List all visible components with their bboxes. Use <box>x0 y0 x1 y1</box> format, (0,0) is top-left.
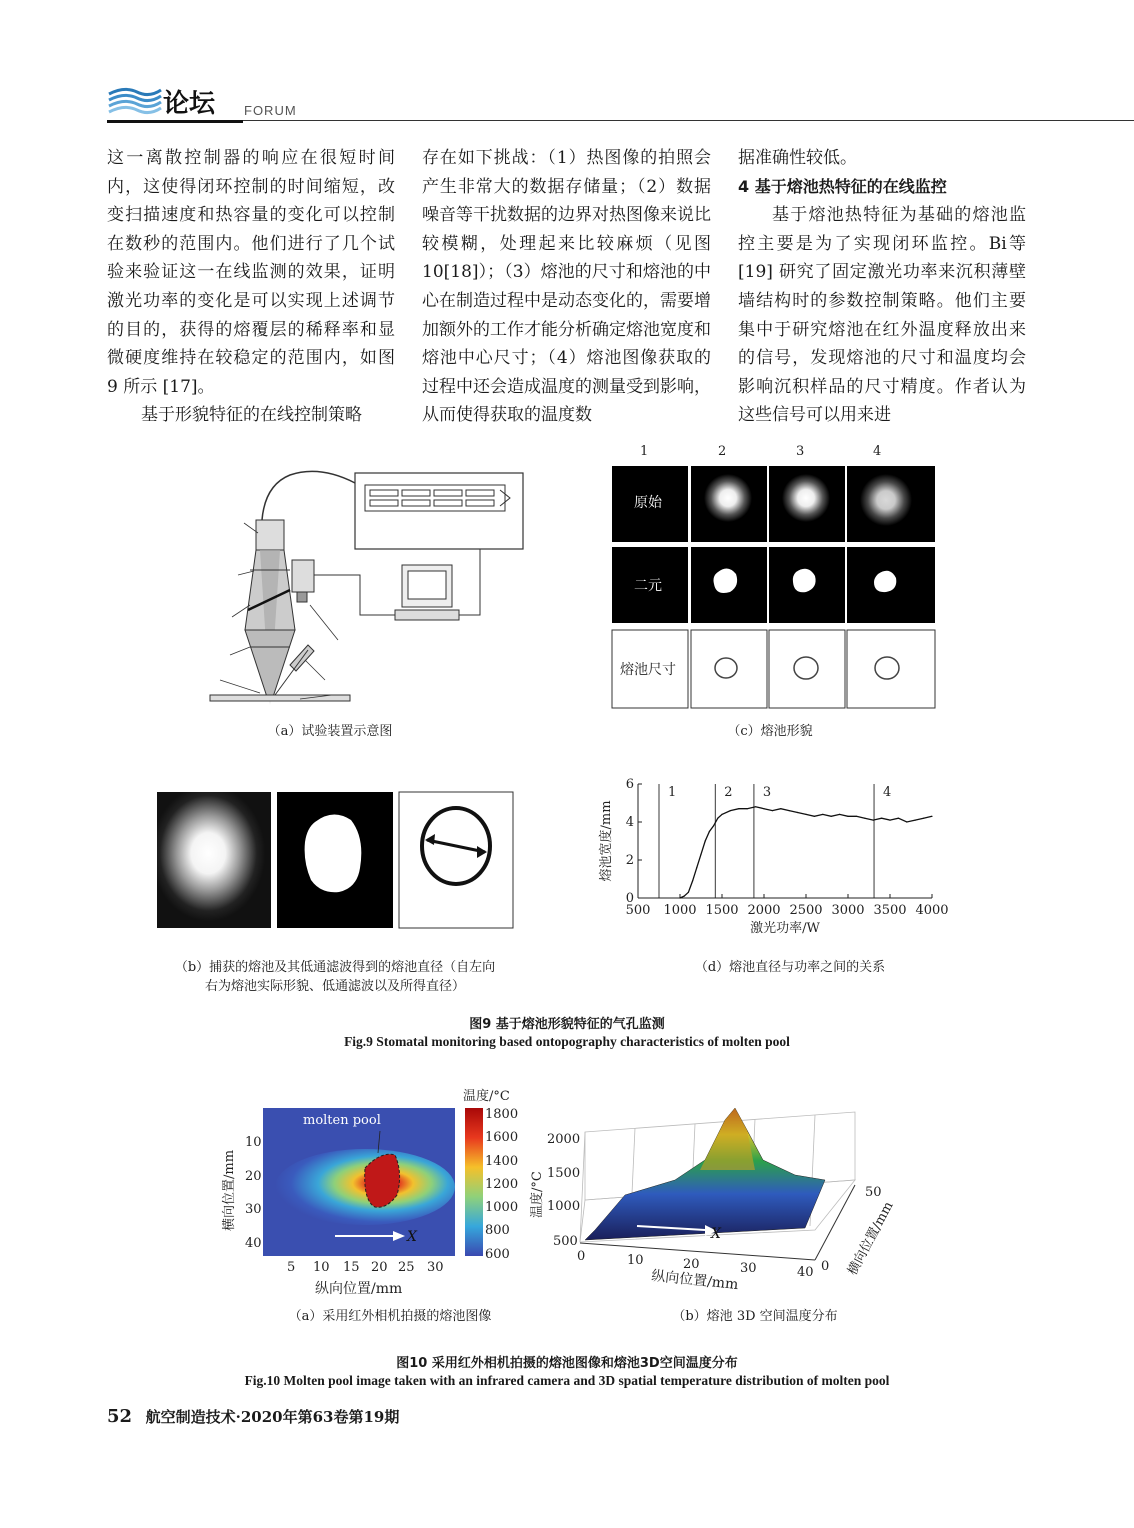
x-tick: 20 <box>371 1260 388 1275</box>
fig9a-schematic <box>150 445 550 710</box>
x-tick: 30 <box>427 1260 444 1275</box>
x-tick: 20 <box>683 1257 700 1272</box>
data-point <box>847 816 848 817</box>
data-point <box>709 831 710 832</box>
y-tick: 40 <box>245 1236 262 1251</box>
data-point <box>789 810 790 811</box>
x-arrow-label: X <box>711 1226 721 1242</box>
fig9c-caption: （c）熔池形貌 <box>727 724 813 739</box>
cbar-tick: 1200 <box>485 1177 519 1192</box>
cbar-tick: 1000 <box>485 1200 519 1215</box>
data-point <box>705 840 706 841</box>
xlabel: 纵向位置/mm <box>315 1281 403 1297</box>
data-point <box>856 816 857 817</box>
fig9a-caption: （a）试验装置示意图 <box>267 724 393 739</box>
fig10b-caption: （b）熔池 3D 空间温度分布 <box>672 1309 838 1324</box>
xlabel: 纵向位置/mm <box>650 1268 740 1294</box>
x-tick-label: 3500 <box>873 903 907 918</box>
data-point <box>679 897 680 898</box>
fig9d-chart <box>590 772 960 947</box>
data-point <box>692 880 693 881</box>
fig10a-caption: （a）采用红外相机拍摄的熔池图像 <box>288 1309 492 1324</box>
data-point <box>831 816 832 817</box>
y-tick-label: 2 <box>625 853 634 868</box>
header-rule-thin <box>243 120 1134 121</box>
z-tick: 1500 <box>547 1166 581 1181</box>
paragraph: 基于形貌特征的在线控制策略 <box>141 405 362 426</box>
data-point <box>923 818 924 819</box>
header-rule-thick <box>107 120 243 123</box>
data-point <box>797 812 798 813</box>
data-point <box>915 820 916 821</box>
forum-logo-icon <box>107 86 163 116</box>
row-label: 熔池尺寸 <box>620 662 676 678</box>
footer <box>107 1406 399 1427</box>
x-tick-label: 1500 <box>705 903 739 918</box>
fig10a-heatmap <box>215 1083 535 1303</box>
fig9c-grid <box>610 440 940 715</box>
col-label: 3 <box>796 444 805 459</box>
cbar-tick: 800 <box>485 1223 510 1238</box>
x-tick-label: 4000 <box>915 903 949 918</box>
z-tick: 500 <box>553 1234 578 1249</box>
z-tick: 1000 <box>547 1199 581 1214</box>
data-point <box>763 808 764 809</box>
journal-name: 航空制造技术·2020年第63卷第19期 <box>145 1408 400 1426</box>
data-point <box>906 821 907 822</box>
paragraph: 据准确性较低。 <box>738 148 857 168</box>
x-tick-label: 2000 <box>747 903 781 918</box>
y-tick-label: 4 <box>625 815 634 830</box>
z-tick: 2000 <box>547 1132 581 1147</box>
fig9-title-en: Fig.9 Stomatal monitoring based ontopography characteristics of molten pool <box>344 1034 790 1049</box>
fig9d-caption: （d）熔池直径与功率之间的关系 <box>694 960 886 975</box>
section-title: 论坛 <box>163 89 216 119</box>
fig9c-svg <box>610 440 940 715</box>
col-label: 4 <box>873 444 882 459</box>
fig10-title: 图10 采用红外相机拍摄的熔池图像和熔池3D空间温度分布 <box>396 1356 738 1371</box>
x-tick-label: 1000 <box>663 903 697 918</box>
text-column-2 <box>422 144 711 430</box>
fig9-title: 图9 基于熔池形貌特征的气孔监测 <box>469 1017 665 1032</box>
data-point <box>755 806 756 807</box>
text-column-1 <box>107 144 395 430</box>
ylabel: 横向位置/mm <box>845 1199 897 1278</box>
paragraph: 基于熔池热特征为基础的熔池监控主要是为了实现闭环监控。Bi等 [19] 研究了固定激光功率来沉积薄壁墙结构时的参数控制策略。他们主要集中于研究熔池在红外温度释放出来的信号，发现熔池的尺寸和温度均会影响沉积样品的尺寸精度。作者认为这些信号可以用来进 <box>738 205 1026 426</box>
zlabel: 温度/°C <box>530 1171 545 1218</box>
paragraph: 这一离散控制器的响应在很短时间内，这使得闭环控制的时间缩短，改变扫描速度和热容量的变化可以控制在数秒的范围内。他们进行了几个试验来验证这一在线监测的效果，证明激光功率的变化是可以实现上述调节的目的，获得的熔覆层的稀释率和显微硬度维持在较稳定的范围内，如图 9 所示 [17]。 <box>107 148 395 397</box>
x-tick-label: 500 <box>625 903 651 918</box>
x-axis-label: 激光功率/W <box>750 921 820 936</box>
data-point <box>721 814 722 815</box>
data-point <box>814 816 815 817</box>
section-title-en: FORUM <box>244 103 297 118</box>
data-point <box>730 810 731 811</box>
cbar-tick: 1600 <box>485 1130 519 1145</box>
y-tick: 20 <box>245 1169 262 1184</box>
data-point <box>738 808 739 809</box>
marker-label: 1 <box>668 785 677 800</box>
fig9b-caption-line2: 右为熔池实际形貌、低通滤波以及所得直径） <box>204 979 465 994</box>
y-tick-label: 6 <box>625 777 634 792</box>
x-arrow-label: X <box>407 1229 417 1245</box>
row-label: 二元 <box>634 578 662 594</box>
fig10-title-en: Fig.10 Molten pool image taken with an infrared camera and 3D spatial temperature distribution of molten pool <box>244 1373 890 1388</box>
cbar-tick: 1400 <box>485 1154 519 1169</box>
data-point <box>881 818 882 819</box>
data-point <box>688 892 689 893</box>
x-tick: 5 <box>287 1260 296 1275</box>
data-point <box>747 808 748 809</box>
col-label: 2 <box>718 444 727 459</box>
data-point <box>889 820 890 821</box>
fig9b-caption-line1: （b）捕获的熔池及其低通滤波得到的熔池直径（自左向 <box>174 960 496 975</box>
x-tick: 40 <box>797 1265 814 1280</box>
ylabel: 横向位置/mm <box>222 1149 237 1231</box>
x-tick: 15 <box>343 1260 360 1275</box>
x-tick: 10 <box>627 1253 644 1268</box>
text-column-3 <box>738 144 1026 430</box>
data-point <box>822 814 823 815</box>
colorbar-title: 温度/°C <box>463 1089 510 1104</box>
paragraph: 存在如下挑战：（1）热图像的拍照会产生非常大的数据存储量；（2）数据噪音等干扰数据的边界对热图像来说比较模糊，处理起来比较麻烦（见图 10[18]）；（3）熔池的尺寸和熔池的中心在制造过程中是动态变化的，需要增加额外的工作才能分析确定熔池宽度和熔池中心尺寸；（4）熔池图像获取的过程中还会造成温度的测量受到影响，从而使得获取的温度数 <box>422 148 711 426</box>
fig9b-images <box>155 790 517 930</box>
y-tick: 50 <box>865 1185 882 1200</box>
header <box>107 78 1134 128</box>
y-axis-label: 熔池宽度/mm <box>599 800 614 882</box>
y-tick-label: 0 <box>625 891 634 906</box>
x-tick: 0 <box>577 1249 586 1264</box>
marker-label: 2 <box>724 785 733 800</box>
marker-label: 3 <box>762 785 772 800</box>
data-point <box>717 818 718 819</box>
page-number: 52 <box>107 1406 133 1427</box>
section-heading: 4 基于熔池热特征的在线监控 <box>738 176 947 196</box>
row-label: 原始 <box>634 495 662 511</box>
fig9b-caption <box>150 958 520 996</box>
data-point <box>700 854 701 855</box>
fig10b-surface <box>525 1100 920 1300</box>
cbar-tick: 600 <box>485 1247 510 1262</box>
data-point <box>864 818 865 819</box>
data-point <box>696 867 697 868</box>
marker-label: 4 <box>883 785 892 800</box>
x-tick-label: 3000 <box>831 903 865 918</box>
molten-pool-annotation: molten pool <box>303 1113 381 1128</box>
cbar-tick: 1800 <box>485 1107 519 1122</box>
series-line <box>680 807 932 898</box>
data-point <box>873 820 874 821</box>
y-tick: 0 <box>821 1259 830 1274</box>
col-label: 1 <box>640 444 649 459</box>
y-tick: 10 <box>245 1135 262 1150</box>
x-tick: 30 <box>740 1261 757 1276</box>
data-point <box>684 896 685 897</box>
data-point <box>931 816 932 817</box>
x-tick-label: 2500 <box>789 903 823 918</box>
data-point <box>898 818 899 819</box>
x-tick: 10 <box>313 1260 330 1275</box>
data-point <box>805 814 806 815</box>
x-tick: 25 <box>398 1260 415 1275</box>
data-point <box>772 810 773 811</box>
data-point <box>713 825 714 826</box>
data-point <box>780 808 781 809</box>
data-point <box>839 814 840 815</box>
y-tick: 30 <box>245 1202 262 1217</box>
